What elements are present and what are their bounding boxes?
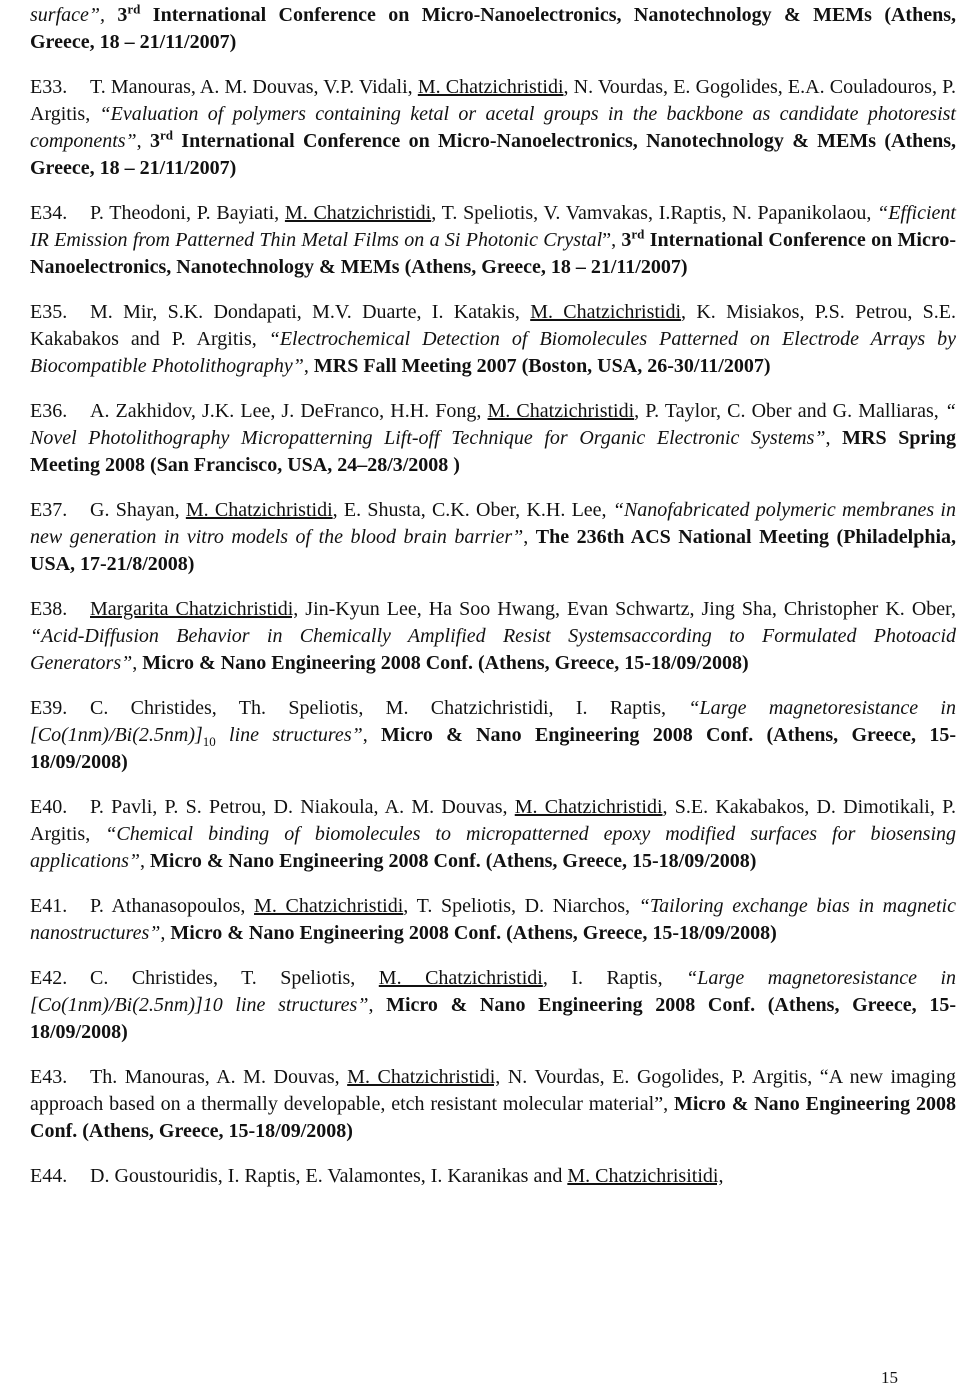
authors-rest: , I. Raptis,: [542, 967, 687, 989]
title-tail: surface: [30, 4, 89, 26]
self-author: M. Chatzichristidi: [378, 967, 543, 989]
reference-number: E37.: [30, 499, 68, 521]
authors-rest: , N. Vourdas, E. Gogolides, E.A. Couladouros, P. Argitis,: [30, 76, 957, 125]
reference-number: E36.: [30, 400, 68, 422]
paper-title: Acid-Diffusion Behavior in Chemically Amplified Resist Systemsaccording to Formulated Photoacid Generators: [30, 625, 956, 674]
self-author: Margarita Chatzichristidi,: [90, 598, 299, 620]
paper-title: A new imaging approach based on a thermally developable, etch resistant molecular material: [30, 1066, 956, 1115]
venue: MRS Spring Meeting 2008 (San Francisco, USA, 24–28/3/2008 ): [30, 427, 956, 476]
ordinal: 3: [621, 229, 632, 251]
venue: Micro & Nano Engineering 2008 Conf. (Athens, Greece, 15-18/09/2008): [30, 1093, 956, 1142]
self-author: M. Chatzichristidi: [514, 796, 663, 818]
authors-rest: , T. Speliotis, V. Vamvakas, I.Raptis, N. Papanikolaou,: [431, 202, 878, 224]
venue: The 236th ACS National Meeting (Philadelphia, USA, 17-21/8/2008): [30, 526, 956, 575]
authors-rest: , S.E. Kakabakos, D. Dimotikali, P. Argitis,: [30, 796, 956, 845]
reference-e40: E40. P. Pavli, P. S. Petrou, D. Niakoula, A. M. Douvas, M. Chatzichristidi, S.E. Kakabakos, D. Dimotikali, P. Argitis, “Chemical binding of biomolecules to micropatterned epoxy modified surfaces for biosensing applications”, Micro & Nano Engineering 2008 Conf. (Athens, Greece, 15-18/09/2008): [30, 796, 956, 872]
reference-e34: E34. P. Theodoni, P. Bayiati, M. Chatzichristidi, T. Speliotis, V. Vamvakas, I.Raptis, N. Papanikolaou, “Efficient IR Emission from Patterned Thin Metal Films on a Si Photonic Crystal”, 3rd International Conference on Micro-Nanoelectronics, Nanotechnology & MEMs (Athens, Greece, 18 – 21/11/2007): [30, 202, 956, 278]
ordinal-sup: rd: [631, 226, 645, 242]
self-author: M. Chatzichristidi: [284, 202, 432, 224]
reference-e41: E41. P. Athanasopoulos, M. Chatzichristidi, T. Speliotis, D. Niarchos, “Tailoring exchange bias in magnetic nanostructures”, Micro & Nano Engineering 2008 Conf. (Athens, Greece, 15-18/09/2008): [30, 895, 956, 944]
authors-rest: , T. Speliotis, D. Niarchos,: [403, 895, 639, 917]
paper-title: Efficient IR Emission from Patterned Thin Metal Films on a Si Photonic Crystal: [30, 202, 956, 251]
authors: G. Shayan,: [90, 499, 186, 521]
paper-title: Electrochemical Detection of Biomolecules Patterned on Electrode Arrays by Biocompatible Photolithography: [30, 328, 956, 377]
authors-rest: Jin-Kyun Lee, Ha Soo Hwang, Evan Schwartz, Jing Sha, Christopher K. Ober,: [298, 598, 956, 620]
self-author: M. Chatzichristidi: [530, 301, 682, 323]
reference-continuation: surface”, 3rd International Conference on Micro-Nanoelectronics, Nanotechnology & MEMs (Athens, Greece, 18 – 21/11/2007): [30, 1, 957, 53]
reference-e44: [30, 1163, 956, 1190]
paper-title: Chemical binding of biomolecules to micropatterned epoxy modified surfaces for biosensing applications: [30, 823, 956, 872]
authors-rest: , K. Misiakos, P.S. Petrou, S.E. Kakabakos and P. Argitis,: [30, 301, 956, 350]
reference-number: E35.: [30, 301, 68, 323]
authors: C. Christides, T. Speliotis,: [90, 967, 379, 989]
venue: International Conference on Micro-Nanoelectronics, Nanotechnology & MEMs (Athens, Greece, 18 – 21/11/2007): [30, 4, 957, 53]
authors: P. Athanasopoulos,: [90, 895, 255, 917]
venue: International Conference on Micro-Nanoelectronics, Nanotechnology & MEMs (Athens, Greece, 18 – 21/11/2007): [30, 229, 956, 278]
reference-e43: E43. Th. Manouras, A. M. Douvas, M. Chatzichristidi, N. Vourdas, E. Gogolides, P. Argitis, “A new imaging approach based on a thermally developable, etch resistant molecular material”, Micro & Nano Engineering 2008 Conf. (Athens, Greece, 15-18/09/2008): [30, 1066, 956, 1142]
venue: MRS Fall Meeting 2007 (Boston, USA, 26-30/11/2007): [313, 355, 771, 377]
ordinal-sup: rd: [127, 1, 141, 17]
authors: C. Christides, Th. Speliotis, M. Chatzichristidi, I. Raptis,: [90, 697, 689, 719]
venue: International Conference on Micro-Nanoelectronics, Nanotechnology & MEMs (Athens, Greece, 18 – 21/11/2007): [30, 130, 957, 179]
venue: Micro & Nano Engineering 2008 Conf. (Athens, Greece, 15-18/09/2008): [30, 994, 956, 1043]
authors: D. Goustouridis, I. Raptis, E. Valamontes, I. Karanikas and: [90, 1165, 568, 1187]
reference-e36: E36. A. Zakhidov, J.K. Lee, J. DeFranco, H.H. Fong, M. Chatzichristidi, P. Taylor, C. Ober and G. Malliaras, “ Novel Photolithography Micropatterning Lift-off Technique for Organic Electronic Systems”, MRS Spring Meeting 2008 (San Francisco, USA, 24–28/3/2008 ): [30, 400, 956, 476]
reference-e42: E42. C. Christides, T. Speliotis, M. Chatzichristidi, I. Raptis, “Large magnetoresistance in [Co(1nm)/Bi(2.5nm)]10 line structures”, Micro & Nano Engineering 2008 Conf. (Athens, Greece, 15-18/09/2008): [30, 967, 957, 1043]
authors-rest: , E. Shusta, C.K. Ober, K.H. Lee,: [332, 499, 613, 521]
reference-number: E38.: [30, 598, 68, 620]
reference-e33: E33. T. Manouras, A. M. Douvas, V.P. Vidali, M. Chatzichristidi, N. Vourdas, E. Gogolides, E.A. Couladouros, P. Argitis, “Evaluation of polymers containing ketal or acetal groups in the backbone as candidate photoresist components”, 3rd International Conference on Micro-Nanoelectronics, Nanotechnology & MEMs (Athens, Greece, 18 – 21/11/2007): [30, 76, 957, 179]
authors: A. Zakhidov, J.K. Lee, J. DeFranco, H.H. Fong,: [90, 400, 488, 422]
authors: T. Manouras, A. M. Douvas, V.P. Vidali,: [90, 76, 418, 98]
paper-title: Large magnetoresistance in [Co(1nm)/Bi(2.5nm)]: [30, 697, 956, 746]
self-author: M. Chatzichristidi: [185, 499, 333, 521]
paper-title-rest: line structures: [215, 724, 352, 746]
reference-number: E34.: [30, 202, 68, 224]
ordinal-sup: rd: [159, 127, 173, 143]
authors: P. Theodoni, P. Bayiati,: [90, 202, 285, 224]
reference-e37: E37. G. Shayan, M. Chatzichristidi, E. Shusta, C.K. Ober, K.H. Lee, “Nanofabricated polymeric membranes in new generation in vitro models of the blood brain barrier”, The 236th ACS National Meeting (Philadelphia, USA, 17-21/8/2008): [30, 499, 956, 575]
ordinal: 3: [117, 4, 128, 26]
self-author: M. Chatzichristidi: [417, 76, 564, 98]
self-author: M. Chatzichristidi: [254, 895, 404, 917]
self-author: M. Chatzichristidi,: [347, 1066, 501, 1088]
reference-number: E40.: [30, 796, 68, 818]
self-author: M. Chatzichristidi: [487, 400, 635, 422]
reference-number: E42.: [30, 967, 68, 989]
paper-title: Tailoring exchange bias in magnetic nanostructures: [30, 895, 956, 944]
reference-number: E39.: [30, 697, 68, 719]
venue: Micro & Nano Engineering 2008 Conf. (Athens, Greece, 15-18/09/2008): [30, 724, 957, 773]
references-page: [30, 0, 956, 1190]
reference-number: E33.: [30, 76, 68, 98]
venue: Micro & Nano Engineering 2008 Conf. (Athens, Greece, 15-18/09/2008): [150, 850, 757, 872]
paper-title: Large magnetoresistance in [Co(1nm)/Bi(2.5nm)]10 line structures: [30, 967, 957, 1016]
reference-e39: E39. C. Christides, Th. Speliotis, M. Chatzichristidi, I. Raptis, “Large magnetoresistance in $[Co(1nm)/Bi(2.5nm)]_{10}$ line structures”, Micro & Nano Engineering 2008 Conf. (Athens, Greece, 15-18/09/2008): [30, 697, 957, 773]
venue: Micro & Nano Engineering 2008 Conf. (Athens, Greece, 15-18/09/2008): [170, 922, 777, 944]
venue: Micro & Nano Engineering 2008 Conf. (Athens, Greece, 15-18/09/2008): [142, 652, 749, 674]
self-author: M. Chatzichrisitidi,: [567, 1165, 724, 1187]
page-number: 15: [881, 1368, 898, 1387]
reference-e35: E35. M. Mir, S.K. Dondapati, M.V. Duarte, I. Katakis, M. Chatzichristidi, K. Misiakos, P.S. Petrou, S.E. Kakabakos and P. Argitis, “Electrochemical Detection of Biomolecules Patterned on Electrode Arrays by Biocompatible Photolithography”, MRS Fall Meeting 2007 (Boston, USA, 26-30/11/2007): [30, 301, 956, 377]
authors-rest: , P. Taylor, C. Ober and G. Malliaras,: [634, 400, 945, 422]
reference-number: E43.: [30, 1066, 68, 1088]
authors: P. Pavli, P. S. Petrou, D. Niakoula, A. M. Douvas,: [90, 796, 515, 818]
title-subscript: 10: [202, 734, 216, 749]
paper-title: Evaluation of polymers containing ketal or acetal groups in the backbone as candidate photoresist components: [30, 103, 956, 152]
authors-rest: N. Vourdas, E. Gogolides, P. Argitis,: [500, 1066, 820, 1088]
reference-number: E41.: [30, 895, 68, 917]
reference-number: E44.: [30, 1165, 68, 1187]
ordinal: 3: [149, 130, 160, 152]
authors: Th. Manouras, A. M. Douvas,: [90, 1066, 348, 1088]
authors: M. Mir, S.K. Dondapati, M.V. Duarte, I. Katakis,: [90, 301, 531, 323]
paper-title: Novel Photolithography Micropatterning Lift-off Technique for Organic Electronic Systems: [30, 427, 815, 449]
reference-e38: E38. Margarita Chatzichristidi, Jin-Kyun Lee, Ha Soo Hwang, Evan Schwartz, Jing Sha, Christopher K. Ober, “Acid-Diffusion Behavior in Chemically Amplified Resist Systemsaccording to Formulated Photoacid Generators”, Micro & Nano Engineering 2008 Conf. (Athens, Greece, 15-18/09/2008): [30, 598, 956, 674]
paper-title: Nanofabricated polymeric membranes in new generation in vitro models of the blood brain barrier: [30, 499, 956, 548]
